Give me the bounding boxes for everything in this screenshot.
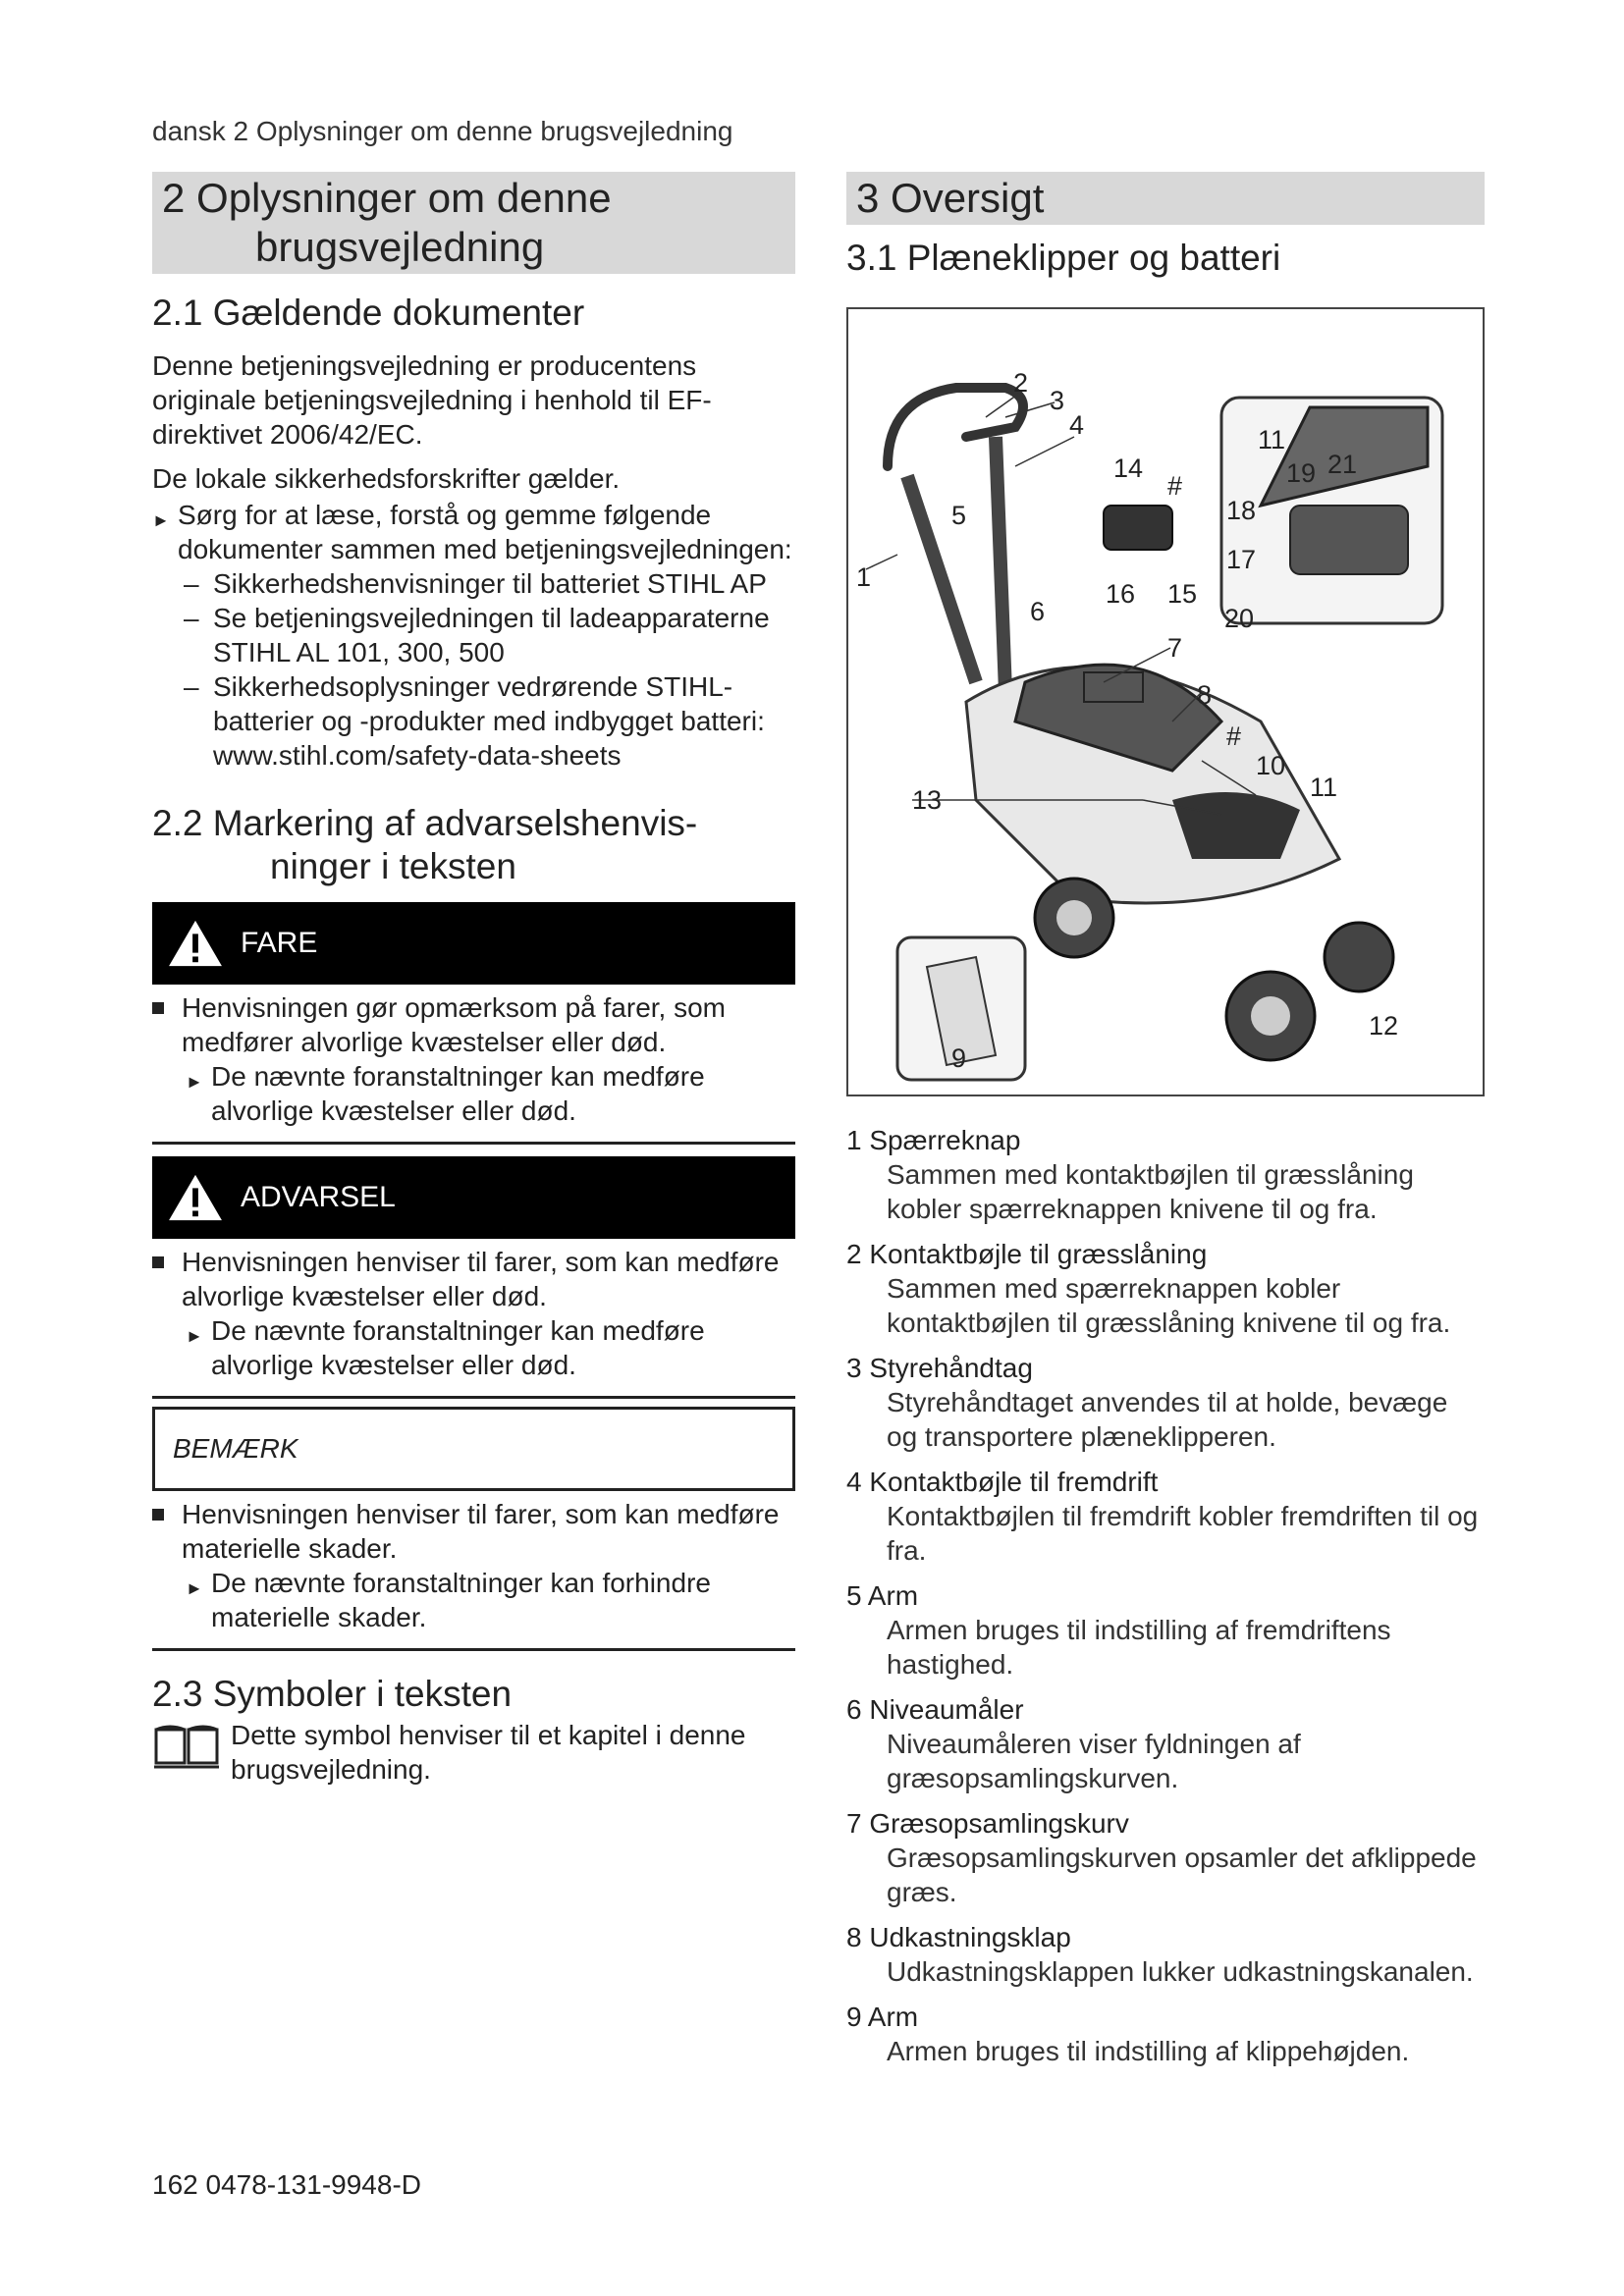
callout-label: 19	[1286, 458, 1317, 488]
callout-label: 12	[1369, 1011, 1399, 1041]
notice-label: BEMÆRK	[173, 1433, 298, 1464]
legend-item	[846, 1352, 1485, 1454]
callout-label: 18	[1226, 496, 1257, 525]
legend-list	[846, 1124, 1485, 2068]
section-2-1-paragraph-2: De lokale sikkerhedsforskrifter gælder.	[152, 463, 621, 494]
section-2-2-heading	[152, 802, 795, 888]
warning-text: Henvisningen henviser til farer, som kan medføre alvorlige kvæstelser eller død.	[182, 1247, 780, 1311]
page-footer: 162 0478-131-9948-D	[152, 2169, 421, 2200]
section-2-1-heading: 2.1 Gældende dokumenter	[152, 293, 585, 333]
dash-icon: –	[184, 603, 199, 633]
warning-triangle-icon	[166, 1173, 225, 1222]
legend-item-description: Græsopsamlingskurven opsamler det afklippede græs.	[887, 1842, 1477, 1907]
callout-label: 4	[1069, 410, 1085, 440]
square-bullet-icon	[152, 1509, 164, 1521]
legend-item-description: Udkastningsklappen lukker udkastningskanalen.	[887, 1956, 1474, 1987]
callout-label: 15	[1167, 579, 1198, 609]
callout-label: 16	[1106, 579, 1136, 609]
chapter-2-heading-line1: 2 Oplysninger om denne	[162, 175, 612, 221]
legend-item-title: 3 Styrehåndtag	[846, 1353, 1033, 1383]
left-column	[152, 172, 795, 1796]
chapter-2-heading-line2: brugsvejledning	[255, 224, 545, 270]
legend-item-title: 4 Kontaktbøjle til fremdrift	[846, 1467, 1159, 1497]
book-symbol-text: Dette symbol henviser til et kapitel i denne brugsvejledning.	[231, 1720, 746, 1785]
danger-label: FARE	[241, 927, 318, 959]
divider	[152, 1142, 795, 1145]
section-2-1-paragraph: Denne betjeningsvejledning er producentens originale betjeningsvejledning i henhold til EF-direktivet 2006/42/EC.	[152, 350, 712, 450]
dash-item-text: Sikkerhedshenvisninger til batteriet STIHL AP	[213, 568, 767, 599]
legend-item	[846, 2001, 1485, 2068]
legend-item-description: Armen bruges til indstilling af fremdriftens hastighed.	[887, 1615, 1391, 1680]
dash-icon: –	[184, 568, 199, 599]
legend-item	[846, 1921, 1485, 1989]
callout-label: 3	[1050, 386, 1065, 415]
callout-label: 14	[1113, 454, 1144, 483]
callout-label: 5	[951, 501, 967, 530]
legend-item-description: Kontaktbøjlen til fremdrift kobler fremdriften til og fra.	[887, 1501, 1479, 1566]
running-head: dansk 2 Oplysninger om denne brugsvejledning	[152, 116, 733, 146]
section-2-2-heading-line2: ninger i teksten	[270, 846, 516, 886]
dash-item	[152, 566, 795, 601]
callout-label: 7	[1167, 633, 1183, 663]
callout-label: 13	[912, 785, 943, 815]
callout-label: #	[1226, 721, 1242, 751]
warning-action-text: De nævnte foranstaltninger kan medføre alvorlige kvæstelser eller død.	[211, 1315, 705, 1380]
legend-item-description: Armen bruges til indstilling af klippehøjden.	[887, 2036, 1410, 2066]
legend-item	[846, 1693, 1485, 1795]
legend-item-title: 2 Kontaktbøjle til græsslåning	[846, 1239, 1208, 1269]
warning-banner	[152, 1156, 795, 1239]
dash-icon: –	[184, 671, 199, 702]
section-2-3-heading: 2.3 Symboler i teksten	[152, 1674, 513, 1714]
chapter-3-heading: 3 Oversigt	[846, 172, 1485, 225]
callout-label: 9	[951, 1043, 967, 1073]
warning-text-item	[152, 1245, 795, 1313]
right-column	[846, 172, 1485, 2080]
warning-action-item	[152, 1313, 795, 1382]
triangle-bullet-icon: ►	[152, 510, 170, 530]
section-2-1-bullet	[152, 498, 795, 566]
dash-item-text: Sikkerhedsoplysninger vedrørende STIHL-batterier og -produkter med indbygget batteri: www.stihl.com/safety-data-sheets	[213, 671, 765, 771]
callout-label: 2	[1013, 368, 1029, 398]
notice-action-text: De nævnte foranstaltninger kan forhindre materielle skader.	[211, 1568, 711, 1632]
callout-label: 11	[1258, 425, 1286, 454]
warning-label: ADVARSEL	[241, 1181, 396, 1213]
section-2-2-heading-line1: 2.2 Markering af advarselshenvis-	[152, 803, 698, 843]
dash-item	[152, 669, 795, 773]
danger-text: Henvisningen gør opmærksom på farer, som medfører alvorlige kvæstelser eller død.	[182, 992, 726, 1057]
square-bullet-icon	[152, 1002, 164, 1014]
legend-item-title: 6 Niveaumåler	[846, 1694, 1024, 1725]
section-3-1-heading: 3.1 Plæneklipper og batteri	[846, 238, 1281, 278]
divider	[152, 1396, 795, 1399]
notice-banner	[152, 1407, 795, 1491]
book-icon	[152, 1722, 221, 1769]
legend-item-title: 8 Udkastningsklap	[846, 1922, 1071, 1952]
legend-item	[846, 1807, 1485, 1909]
callout-label: #	[1167, 471, 1183, 501]
callout-label: 1	[856, 562, 872, 592]
danger-banner	[152, 902, 795, 985]
legend-item-description: Sammen med kontaktbøjlen til græsslåning kobler spærreknappen knivene til og fra.	[887, 1159, 1414, 1224]
callout-label: 21	[1327, 450, 1358, 479]
warning-triangle-icon	[166, 919, 225, 968]
legend-item	[846, 1238, 1485, 1340]
danger-action-item	[152, 1059, 795, 1128]
square-bullet-icon	[152, 1256, 164, 1268]
legend-item-title: 7 Græsopsamlingskurv	[846, 1808, 1129, 1839]
notice-action-item	[152, 1566, 795, 1634]
legend-item	[846, 1124, 1485, 1226]
danger-text-item	[152, 990, 795, 1059]
divider	[152, 1648, 795, 1651]
triangle-bullet-icon: ►	[186, 1326, 203, 1346]
danger-action-text: De nævnte foranstaltninger kan medføre alvorlige kvæstelser eller død.	[211, 1061, 705, 1126]
callout-label: 17	[1226, 545, 1257, 574]
notice-text: Henvisningen henviser til farer, som kan medføre materielle skader.	[182, 1499, 780, 1564]
legend-item-title: 1 Spærreknap	[846, 1125, 1021, 1155]
legend-item	[846, 1579, 1485, 1682]
legend-item-title: 5 Arm	[846, 1580, 919, 1611]
legend-item-description: Niveaumåleren viser fyldningen af græsopsamlingskurven.	[887, 1729, 1301, 1793]
legend-item-description: Sammen med spærreknappen kobler kontaktbøjlen til græsslåning knivene til og fra.	[887, 1273, 1451, 1338]
legend-item-description: Styrehåndtaget anvendes til at holde, bevæge og transportere plæneklipperen.	[887, 1387, 1448, 1452]
triangle-bullet-icon: ►	[186, 1072, 203, 1092]
bullet-text: Sørg for at læse, forstå og gemme følgende dokumenter sammen med betjeningsvejledningen:	[178, 500, 792, 564]
legend-item	[846, 1466, 1485, 1568]
dash-item	[152, 601, 795, 669]
callout-label: 8	[1197, 680, 1213, 710]
callout-label: 20	[1224, 604, 1255, 633]
chapter-2-heading	[152, 172, 795, 274]
symbol-row	[152, 1722, 795, 1796]
notice-text-item	[152, 1497, 795, 1566]
legend-item-title: 9 Arm	[846, 2002, 919, 2032]
mower-figure	[846, 307, 1485, 1096]
mower-illustration	[848, 309, 1483, 1095]
callout-label: 6	[1030, 597, 1046, 626]
dash-item-text: Se betjeningsvejledningen til ladeapparaterne STIHL AL 101, 300, 500	[213, 603, 770, 667]
callout-label: 11	[1310, 773, 1338, 802]
callout-label: 10	[1256, 751, 1286, 780]
triangle-bullet-icon: ►	[186, 1578, 203, 1598]
